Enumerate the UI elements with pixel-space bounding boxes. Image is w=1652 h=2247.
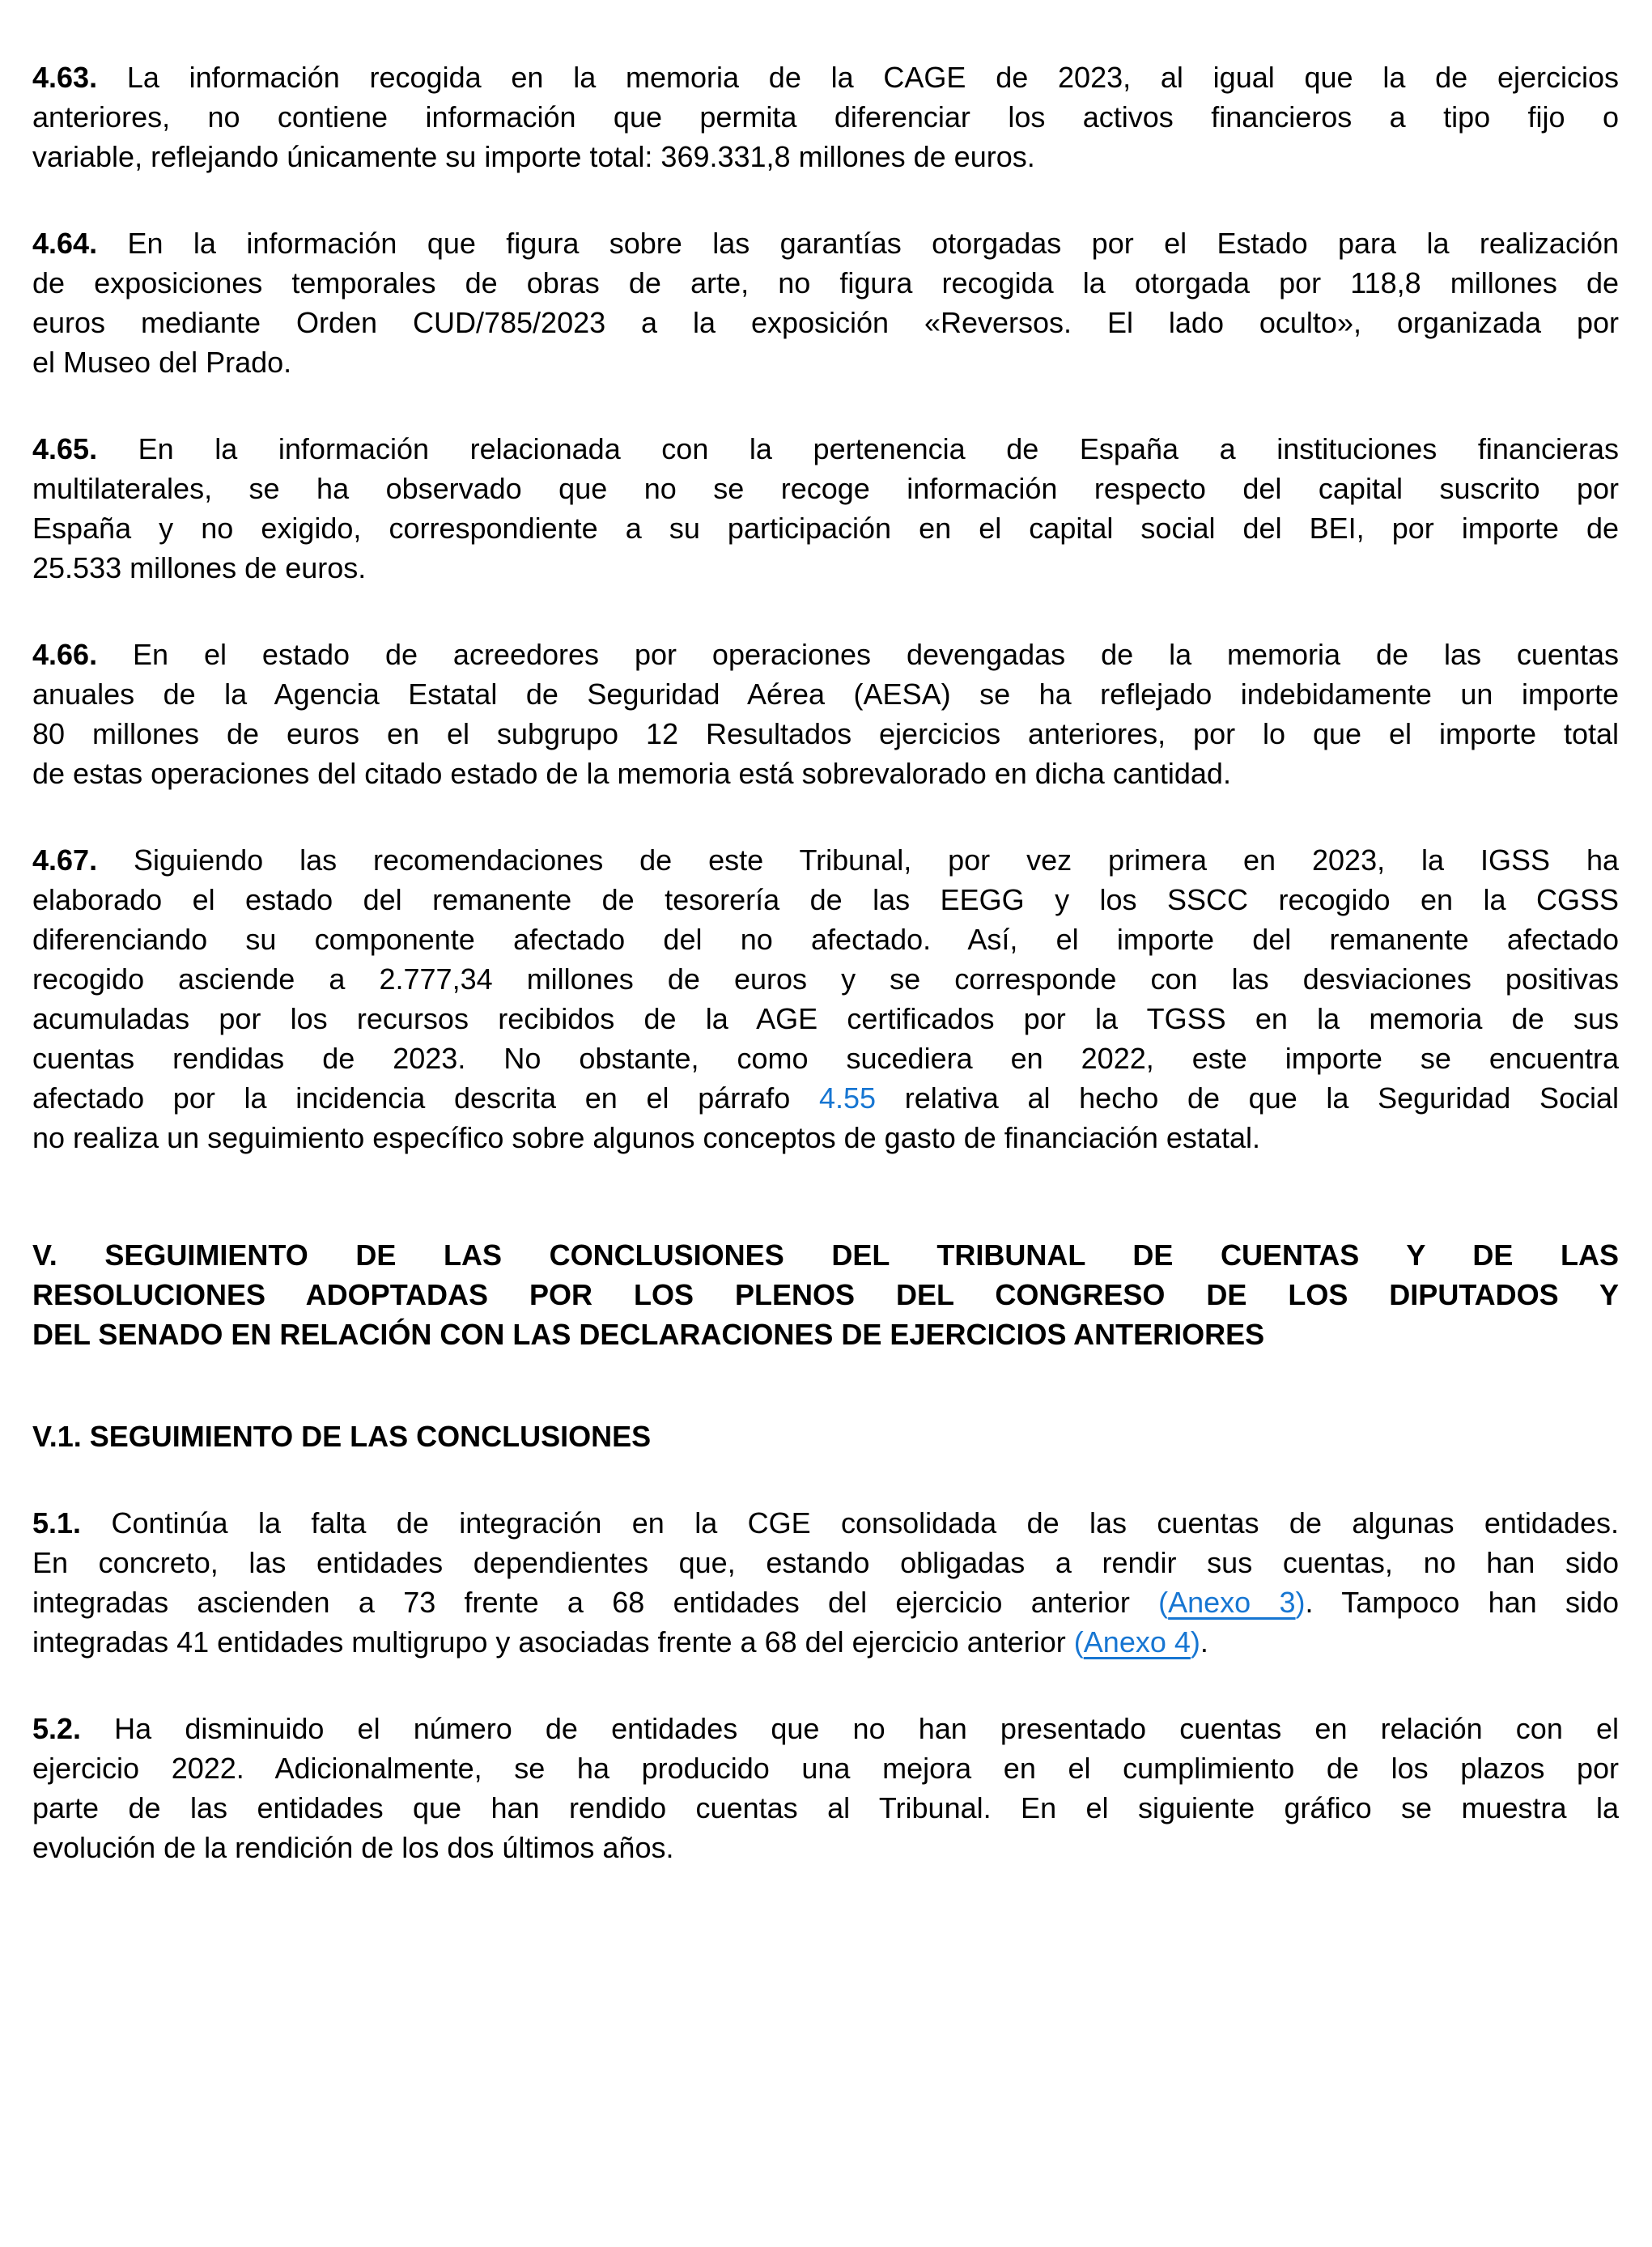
text-line: evolución de la rendición de los dos últimos años. <box>32 1831 674 1864</box>
text-line: no realiza un seguimiento específico sobre algunos conceptos de gasto de financiación estatal. <box>32 1121 1260 1154</box>
paragraph-4-63 <box>32 57 1619 176</box>
text-line: de exposiciones temporales de obras de arte, no figura recogida la otorgada por 118,8 millones de <box>32 266 1619 299</box>
text-line: anuales de la Agencia Estatal de Seguridad Aérea (AESA) se ha reflejado indebidamente un importe <box>32 677 1619 711</box>
text-line: el Museo del Prado. <box>32 346 292 379</box>
text-line: integradas ascienden a 73 frente a 68 entidades del ejercicio anterior (Anexo 3). Tampoco han sido <box>32 1586 1620 1619</box>
text-line: 4.65. En la información relacionada con la pertenencia de España a instituciones financieras <box>32 432 1619 465</box>
text-line: ejercicio 2022. Adicionalmente, se ha producido una mejora en el cumplimiento de los plazos por <box>32 1752 1619 1785</box>
paragraph-5-1 <box>32 1503 1619 1662</box>
section-heading-v1 <box>32 1417 1619 1456</box>
paragraph-number: 4.63. <box>32 61 98 94</box>
text-line: 4.63. La información recogida en la memoria de la CAGE de 2023, al igual que la de ejercicios <box>32 61 1619 94</box>
paragraph-5-2 <box>32 1709 1619 1867</box>
annex-link[interactable]: (Anexo 3) <box>1158 1586 1306 1619</box>
text-line: 4.64. En la información que figura sobre las garantías otorgadas por el Estado para la realización <box>32 227 1619 260</box>
text-line: diferenciando su componente afectado del no afectado. Así, el importe del remanente afectado <box>32 923 1619 956</box>
text-line: afectado por la incidencia descrita en el párrafo 4.55 relativa al hecho de que la Seguridad Social <box>32 1081 1619 1115</box>
paragraph-number: 5.2. <box>32 1712 82 1745</box>
annex-link-label: Anexo 4 <box>1083 1625 1191 1659</box>
paragraph-number: 4.67. <box>32 843 98 877</box>
text-line: V.1. SEGUIMIENTO DE LAS CONCLUSIONES <box>32 1420 652 1453</box>
text-line: V. SEGUIMIENTO DE LAS CONCLUSIONES DEL TRIBUNAL DE CUENTAS Y DE LAS <box>32 1238 1619 1272</box>
text-line: DEL SENADO EN RELACIÓN CON LAS DECLARACIONES DE EJERCICIOS ANTERIORES <box>32 1318 1265 1351</box>
text-line: variable, reflejando únicamente su importe total: 369.331,8 millones de euros. <box>32 140 1035 173</box>
text-line: elaborado el estado del remanente de tesorería de las EEGG y los SSCC recogido en la CGSS <box>32 883 1619 916</box>
text-line: recogido asciende a 2.777,34 millones de euros y se corresponde con las desviaciones positivas <box>32 962 1619 996</box>
paragraph-number: 4.65. <box>32 432 98 465</box>
paragraph-4-65 <box>32 429 1619 588</box>
paragraph-4-66 <box>32 635 1619 793</box>
text-line: 5.1. Continúa la falta de integración en la CGE consolidada de las cuentas de algunas entidades. <box>32 1506 1619 1540</box>
annex-link[interactable]: (Anexo 4) <box>1073 1625 1200 1659</box>
text-line: multilaterales, se ha observado que no se recoge información respecto del capital suscrito por <box>32 472 1619 505</box>
text-line: 5.2. Ha disminuido el número de entidades que no han presentado cuentas en relación con el <box>32 1712 1619 1745</box>
section-heading-v <box>32 1235 1619 1354</box>
text-line: En concreto, las entidades dependientes que, estando obligadas a rendir sus cuentas, no han sido <box>32 1546 1619 1579</box>
text-line: 80 millones de euros en el subgrupo 12 Resultados ejercicios anteriores, por lo que el importe total <box>32 717 1619 750</box>
text-line: anteriores, no contiene información que permita diferenciar los activos financieros a tipo fijo o <box>32 100 1619 134</box>
paragraph-number: 4.64. <box>32 227 98 260</box>
text-line: RESOLUCIONES ADOPTADAS POR LOS PLENOS DEL CONGRESO DE LOS DIPUTADOS Y <box>32 1278 1619 1311</box>
paragraph-number: 5.1. <box>32 1506 82 1540</box>
paragraph-number: 4.66. <box>32 638 98 671</box>
text-line: euros mediante Orden CUD/785/2023 a la exposición «Reversos. El lado oculto», organizada por <box>32 306 1619 339</box>
text-line: integradas 41 entidades multigrupo y asociadas frente a 68 del ejercicio anterior (Anexo 4). <box>32 1625 1208 1659</box>
text-line: cuentas rendidas de 2023. No obstante, como sucediera en 2022, este importe se encuentra <box>32 1042 1619 1075</box>
text-line: 4.66. En el estado de acreedores por operaciones devengadas de la memoria de las cuentas <box>32 638 1619 671</box>
paragraph-4-67 <box>32 840 1619 1157</box>
text-line: de estas operaciones del citado estado de la memoria está sobrevalorado en dicha cantidad. <box>32 757 1231 790</box>
text-line: 25.533 millones de euros. <box>32 551 367 584</box>
paragraph-4-64 <box>32 223 1619 382</box>
text-line: parte de las entidades que han rendido cuentas al Tribunal. En el siguiente gráfico se muestra la <box>32 1791 1619 1824</box>
paragraph-ref-link[interactable]: 4.55 <box>818 1081 877 1115</box>
text-line: España y no exigido, correspondiente a su participación en el capital social del BEI, por importe de <box>32 512 1619 545</box>
annex-link-label: Anexo 3 <box>1168 1586 1296 1619</box>
text-line: 4.67. Siguiendo las recomendaciones de este Tribunal, por vez primera en 2023, la IGSS ha <box>32 843 1619 877</box>
text-line: acumuladas por los recursos recibidos de la AGE certificados por la TGSS en la memoria de sus <box>32 1002 1619 1035</box>
